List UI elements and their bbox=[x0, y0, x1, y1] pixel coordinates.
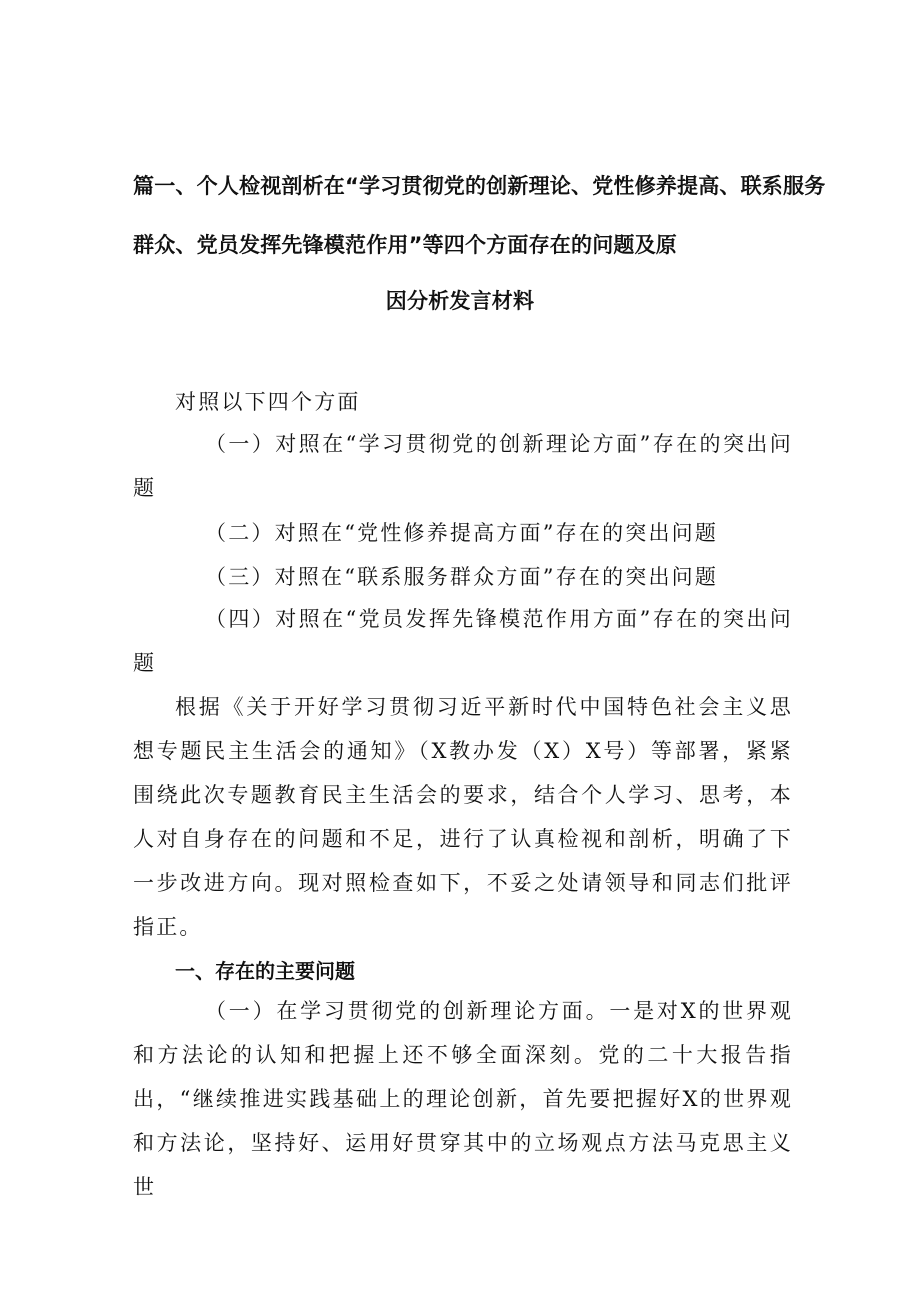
aspect-item-1: （一）对照在“学习贯彻党的创新理论方面”存在的突出问题 bbox=[133, 432, 793, 500]
section-heading-main-problems: 一、存在的主要问题 bbox=[175, 959, 355, 983]
document-title-line-1: 篇一、个人检视剖析在“学习贯彻党的创新理论、党性修养提高、联系服务 bbox=[133, 174, 826, 198]
aspect-item-4: （四）对照在“党员发挥先锋模范作用方面”存在的突出问题 bbox=[133, 607, 793, 675]
paragraph-theory: （一）在学习贯彻党的创新理论方面。一是对X的世界观和方法论的认知和把握上还不够全面深刻。党的二十大报告指出，“继续推进实践基础上的理论创新，首先要把握好X的世界观和方法论，坚持好、运用好贯穿其中的立场观点方法马克思主义世 bbox=[133, 999, 793, 1199]
document-title-line-3: 因分析发言材料 bbox=[385, 289, 535, 313]
document-title-line-2: 群众、党员发挥先锋模范作用”等四个方面存在的问题及原 bbox=[133, 233, 677, 257]
intro-text: 对照以下四个方面 bbox=[175, 390, 361, 414]
paragraph-basis: 根据《关于开好学习贯彻习近平新时代中国特色社会主义思想专题民主生活会的通知》（X教办发（X）X号）等部署，紧紧围绕此次专题教育民主生活会的要求，结合个人学习、思考，本人对自身存在的问题和不足，进行了认真检视和剖析，明确了下一步改进方向。现对照检查如下，不妥之处请领导和同志们批评指正。 bbox=[133, 695, 793, 939]
aspect-item-3: （三）对照在“联系服务群众方面”存在的突出问题 bbox=[205, 565, 719, 589]
aspect-item-2: （二）对照在“党性修养提高方面”存在的突出问题 bbox=[205, 521, 719, 545]
